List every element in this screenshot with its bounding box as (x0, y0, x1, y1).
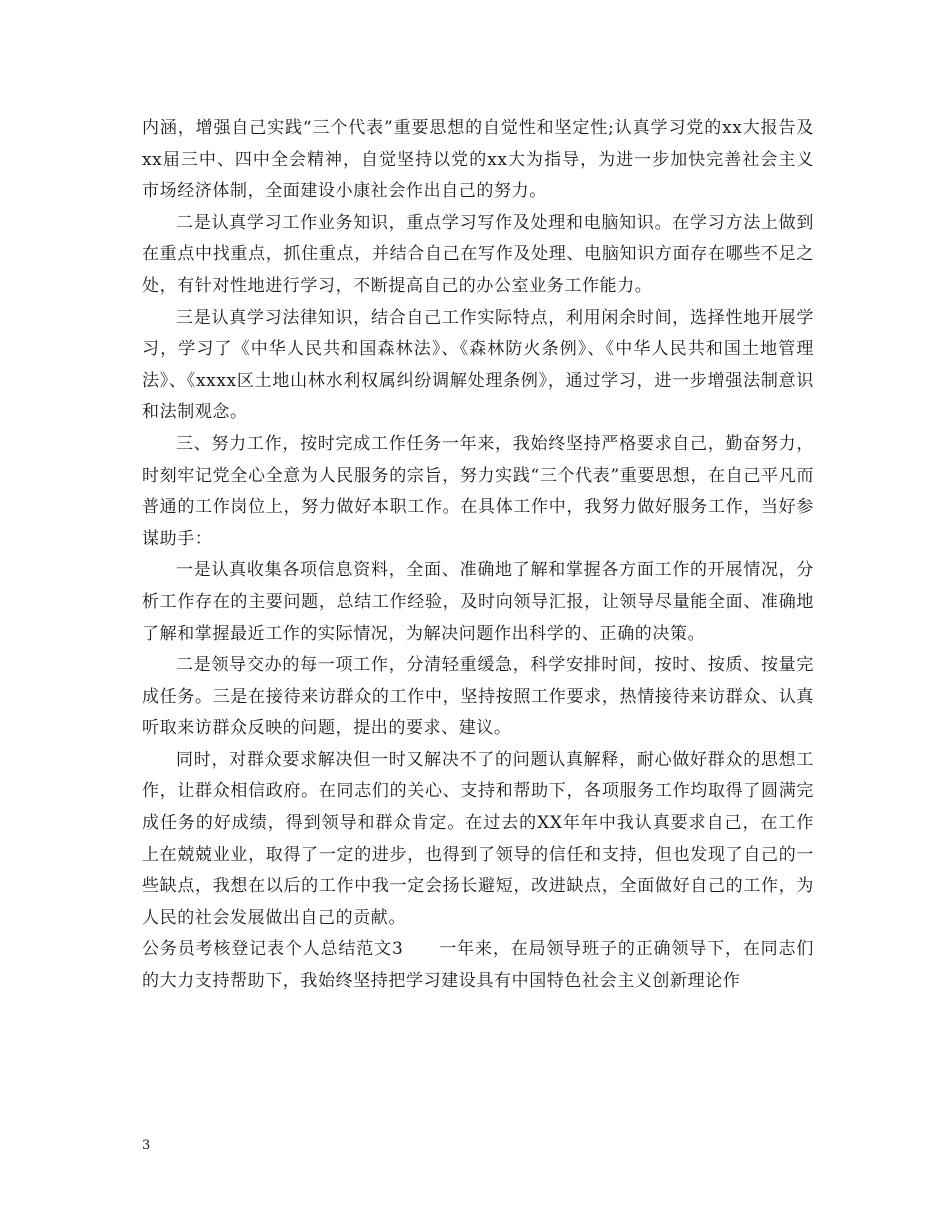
paragraph-3: 三是认真学习法律知识，结合自己工作实际特点，利用闲余时间，选择性地开展学习，学习了《中华人民共和国森林法》、《森林防火条例》、《中华人民共和国土地管理法》、《xxxx区土地山林水利权属纠纷调解处理条例》，通过学习，进一步增强法制意识和法制观念。 (142, 307, 814, 423)
paragraph-2: 二是认真学习工作业务知识，重点学习写作及处理和电脑知识。在学习方法上做到在重点中找重点，抓住重点，并结合自己在写作及处理、电脑知识方面存在哪些不足之处，有针对性地进行学习，不断提高自己的办公室业务工作能力。 (142, 212, 814, 296)
document-body (142, 113, 814, 998)
paragraph-7: 同时，对群众要求解决但一时又解决不了的问题认真解释，耐心做好群众的思想工作，让群众相信政府。在同志们的关心、支持和帮助下，各项服务工作均取得了圆满完成任务的好成绩，得到领导和群众肯定。在过去的XX年年中我认真要求自己，在工作上在兢兢业业，取得了一定的进步，也得到了领导的信任和支持，但也发现了自己的一些缺点，我想在以后的工作中我一定会扬长避短，改进缺点，全面做好自己的工作，为人民的社会发展做出自己的贡献。 (142, 749, 814, 928)
paragraph-8: 公务员考核登记表个人总结范文3 一年来，在局领导班子的正确领导下，在同志们的大力支持帮助下，我始终坚持把学习建设具有中国特色社会主义创新理论作 (142, 939, 814, 992)
page-number: 3 (142, 1138, 151, 1153)
paragraph-6: 二是领导交办的每一项工作，分清轻重缓急，科学安排时间，按时、按质、按量完成任务。三是在接待来访群众的工作中，坚持按照工作要求，热情接待来访群众、认真听取来访群众反映的问题，提出的要求、建议。 (142, 655, 814, 739)
paragraph-4: 三、努力工作，按时完成工作任务一年来，我始终坚持严格要求自己，勤奋努力，时刻牢记党全心全意为人民服务的宗旨，努力实践“三个代表”重要思想，在自己平凡而普通的工作岗位上，努力做好本职工作。在具体工作中，我努力做好服务工作，当好参谋助手： (142, 433, 814, 549)
paragraph-5: 一是认真收集各项信息资料，全面、准确地了解和掌握各方面工作的开展情况，分析工作存在的主要问题，总结工作经验，及时向领导汇报，让领导尽量能全面、准确地了解和掌握最近工作的实际情况，为解决问题作出科学的、正确的决策。 (142, 560, 814, 644)
paragraph-1: 内涵，增强自己实践“三个代表”重要思想的自觉性和坚定性;认真学习党的xx大报告及xx届三中、四中全会精神，自觉坚持以党的xx大为指导，为进一步加快完善社会主义市场经济体制，全面建设小康社会作出自己的努力。 (142, 118, 814, 202)
